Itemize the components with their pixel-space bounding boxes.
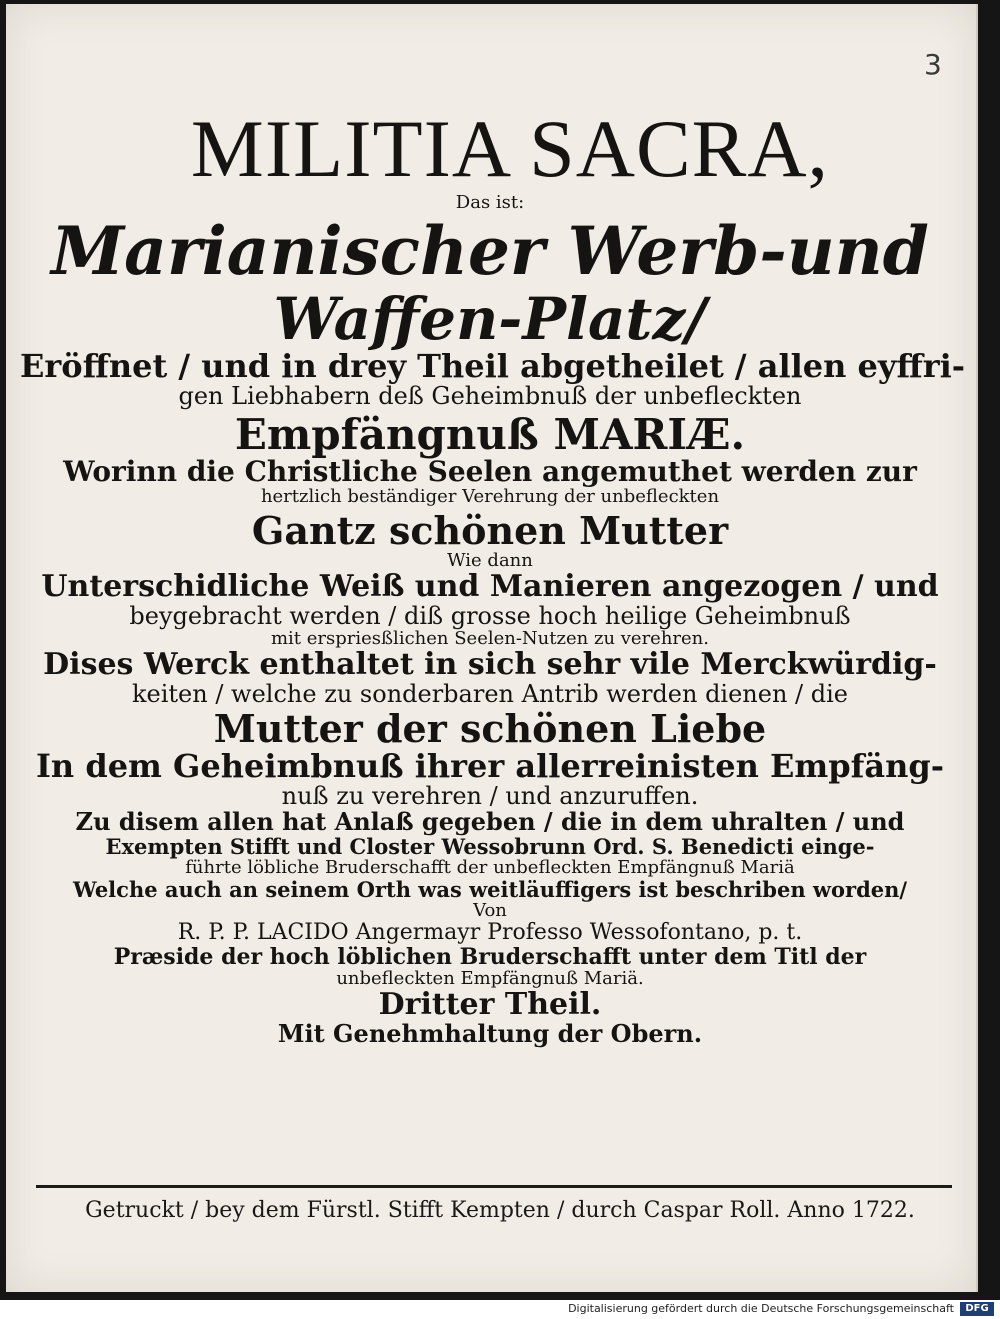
title-line: Zu disem allen hat Anlaß gegeben / die in dem uhralten / und (75, 807, 905, 836)
title-line: Gantz schönen Mutter (251, 508, 729, 553)
title-line: Mutter der schönen Liebe (213, 706, 767, 751)
title-line: Unterschidliche Weiß und Manieren angezogen / und (41, 569, 939, 604)
main-title: MILITIA SACRA, (190, 103, 830, 194)
title-line: Eröffnet / und in drey Theil abgetheilet / allen eyffri- (20, 347, 966, 385)
title-line: Præside der hoch löblichen Bruderschafft unter dem Titl der (113, 944, 867, 970)
title-line: Worinn die Christliche Seelen angemuthet werden zur (63, 455, 917, 488)
title-line: Das ist: (455, 192, 525, 213)
title-line: führte löbliche Bruderschafft der unbefleckten Empfängnuß Mariä (185, 857, 795, 878)
footer-credit: Digitalisierung gefördert durch die Deutsche Forschungsgemeinschaft (568, 1302, 954, 1315)
title-line: Dritter Theil. (378, 987, 602, 1022)
title-page-text (20, 103, 966, 1048)
title-line: Exempten Stifft und Closter Wessobrunn Ord. S. Benedicti einge- (105, 834, 875, 859)
title-line: unbefleckten Empfängnuß Mariä. (336, 968, 644, 989)
title-line: Marianischer Werb-und (51, 212, 929, 290)
title-line: hertzlich beständiger Verehrung der unbefleckten (260, 486, 720, 507)
title-line: Mit Genehmhaltung der Obern. (277, 1019, 703, 1048)
title-line: Von (473, 900, 507, 921)
title-line: Welche auch an seinem Orth was weitläuffigers ist beschriben worden/ (72, 877, 908, 902)
imprint-line: Getruckt / bey dem Fürstl. Stifft Kempten / durch Caspar Roll. Anno 1722. (85, 1198, 915, 1223)
title-line: mit erspriesßlichen Seelen-Nutzen zu verehren. (270, 628, 709, 649)
title-line: beygebracht werden / diß grosse hoch heilige Geheimbnuß (129, 602, 851, 630)
title-line: R. P. P. LACIDO Angermayr Professo Wessofontano, p. t. (177, 920, 803, 945)
divider-rule (36, 1185, 952, 1188)
title-line: Empfängnuß MARIÆ. (234, 410, 746, 459)
title-line: keiten / welche zu sonderbaren Antrib werden dienen / die (131, 680, 849, 708)
title-line: Waffen-Platz/ (273, 285, 707, 353)
title-line: Dises Werck enthaltet in sich sehr vile Merckwürdig- (43, 647, 937, 682)
title-line: gen Liebhabern deß Geheimbnuß der unbefleckten (178, 382, 802, 410)
title-line: In dem Geheimbnuß ihrer allerreinisten Empfäng- (35, 747, 945, 785)
dfg-logo-icon: DFG (960, 1302, 994, 1316)
title-line: Wie dann (447, 550, 533, 571)
folio-number: 3 (924, 48, 942, 81)
title-line: nuß zu verehren / und anzuruffen. (281, 782, 699, 810)
